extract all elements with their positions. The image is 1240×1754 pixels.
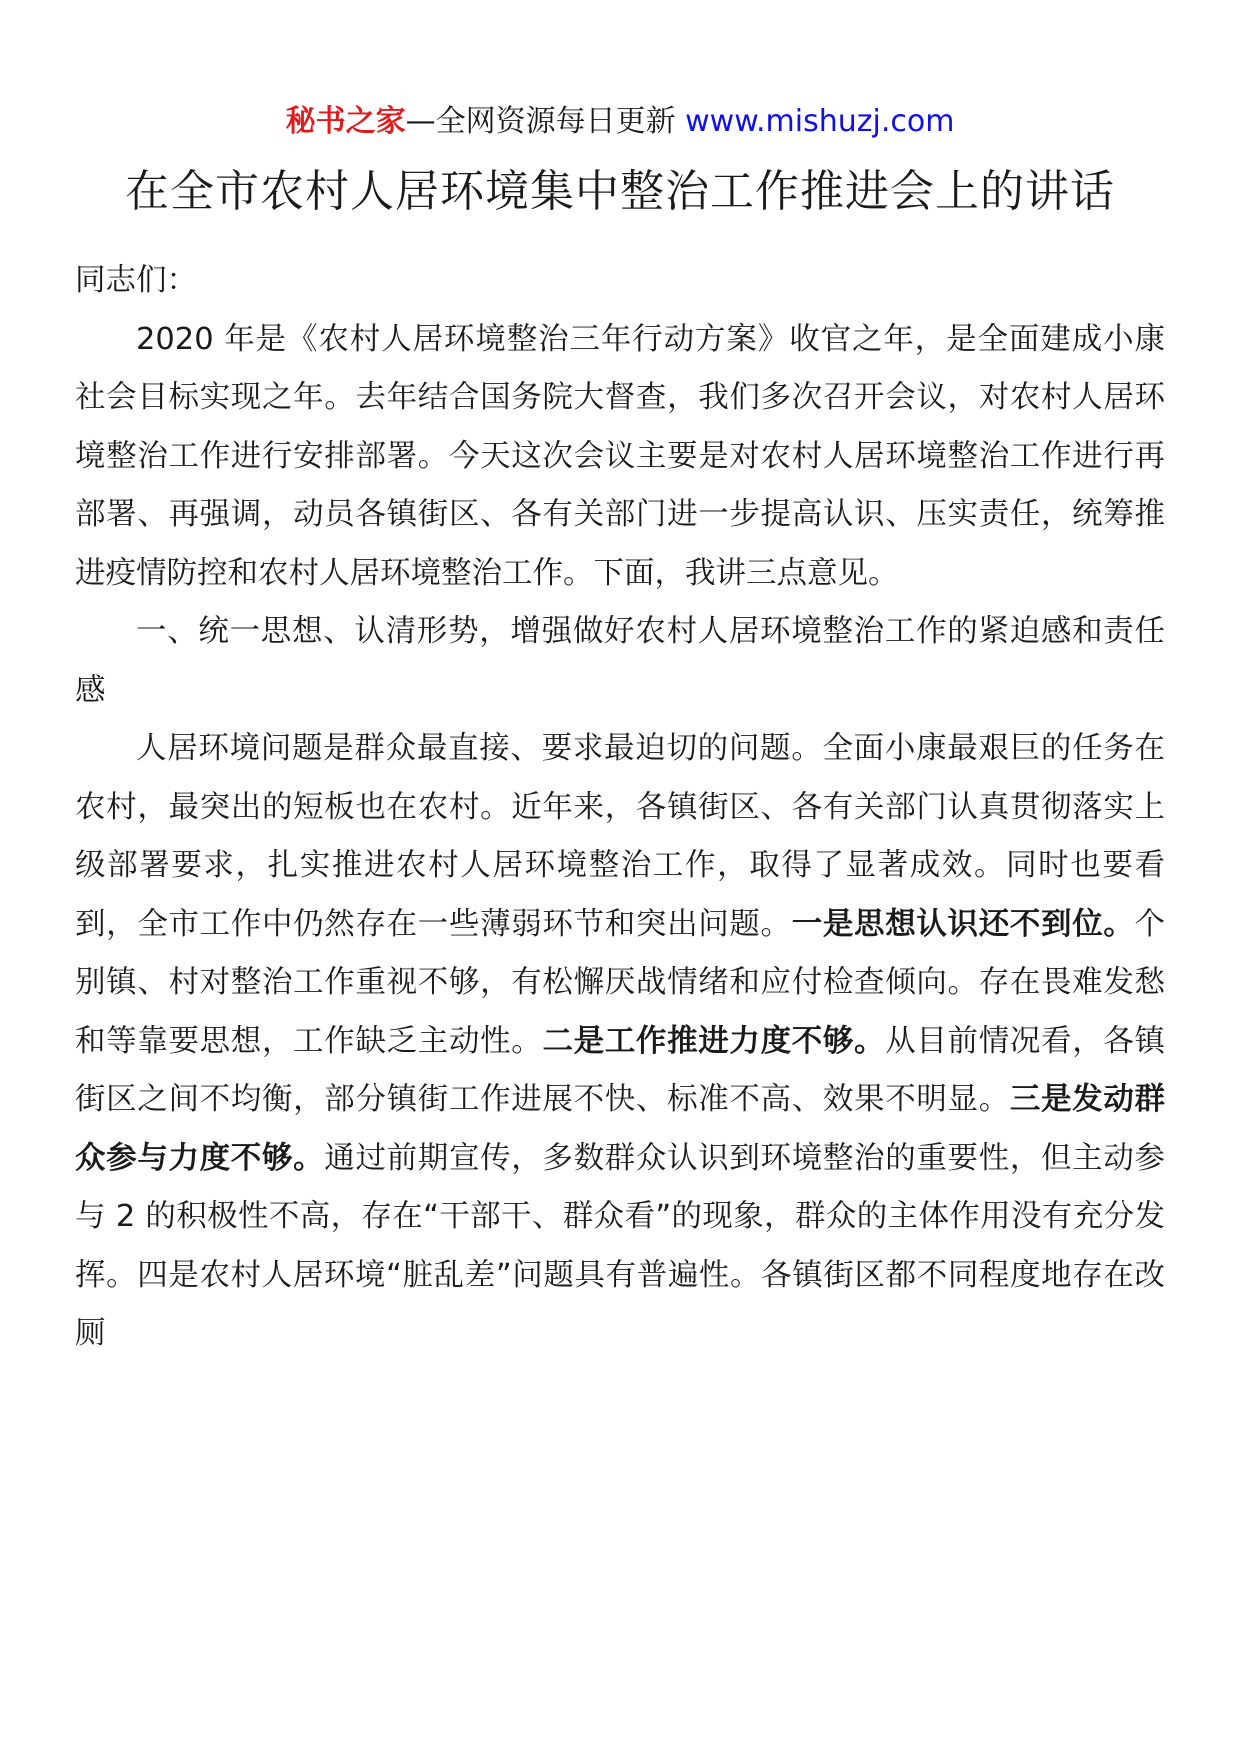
salutation: 同志们： [75,263,197,298]
header-tagline: —全网资源每日更新 [405,104,686,139]
bold-point-3: 三是发动群众参与力度不够。 [75,1082,1166,1176]
brand-name: 秘书之家 [285,104,406,139]
paragraph-text: 通过前期宣传，多数群众认识到环境整治的重要性，但主动参与 2 的积极性不高，存在“干部干、群众看”的现象，群众的主体作用没有充分发挥。四是农村人居环境“脏乱差”问题具有普遍性。各镇街区都不同程度地存在改厕 [75,1140,1166,1351]
paragraph-problems [75,720,1165,1364]
paragraph-text: 人居环境问题是群众最直接、要求最迫切的问题。全面小康最艰巨的任务在农村，最突出的短板也在农村。近年来，各镇街区、各有关部门认真贯彻落实上级部署要求，扎实推进农村人居环境整治工作，取得了显著成效。同时也要看到，全市工作中仍然存在一些薄弱环节和突出问题。 [75,731,1165,942]
bold-point-2: 二是工作推进力度不够。 [542,1023,886,1059]
paragraph-text: 从目前情况看，各镇街区之间不均衡，部分镇街工作进展不快、标准不高、效果不明显。 [75,1023,1166,1117]
site-url-link[interactable]: www.mishuzj.com [685,104,955,139]
document-title: 在全市农村人居环境集中整治工作推进会上的讲话 [125,166,1115,217]
bold-point-1: 一是思想认识还不到位。 [791,906,1135,942]
paragraph-intro: 2020 年是《农村人居环境整治三年行动方案》收官之年，是全面建成小康社会目标实现之年。去年结合国务院大督查，我们多次召开会议，对农村人居环境整治工作进行安排部署。今天这次会议主要是对农村人居环境整治工作进行再部署、再强调，动员各镇街区、各有关部门进一步提高认识、压实责任，统筹推进疫情防控和农村人居环境整治工作。下面，我讲三点意见。 [75,321,1165,591]
document-body [75,252,1165,1364]
site-header [0,100,1240,144]
paragraph-text: 个别镇、村对整治工作重视不够，有松懈厌战情绪和应付检查倾向。存在畏难发愁和等靠要思想，工作缺乏主动性。 [75,906,1166,1059]
section-heading-1: 一、统一思想、认清形势，增强做好农村人居环境整治工作的紧迫感和责任感 [75,614,1165,708]
